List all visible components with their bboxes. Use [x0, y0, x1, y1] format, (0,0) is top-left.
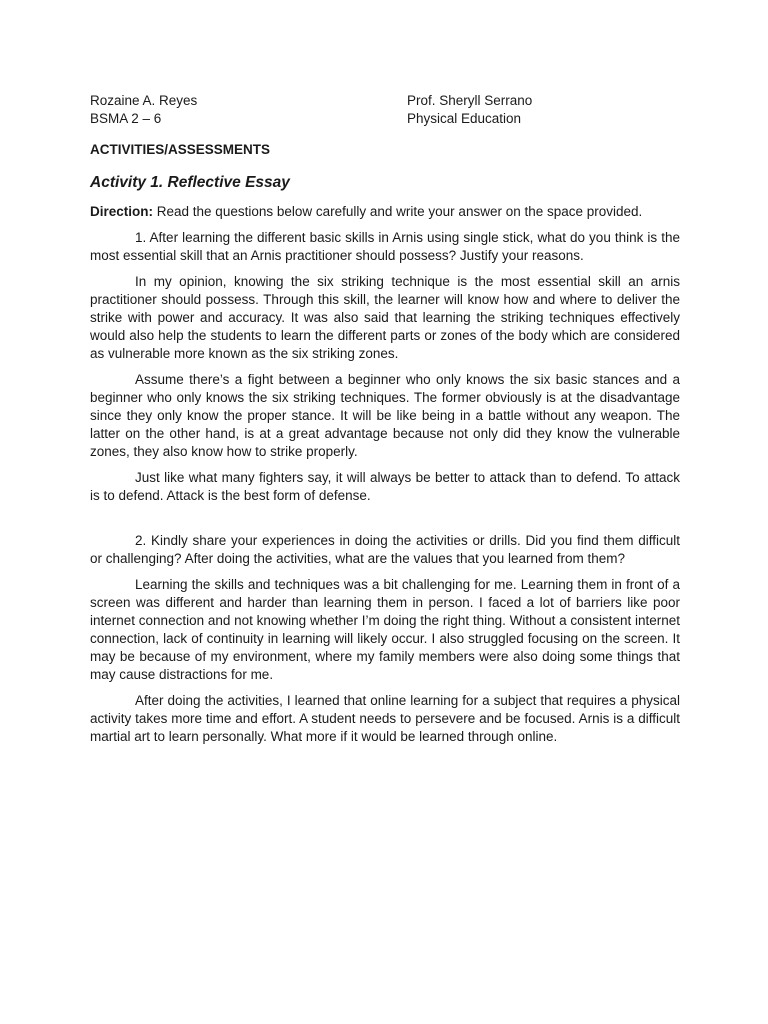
paragraph-spacer: [90, 513, 680, 532]
direction-line: [90, 203, 680, 221]
direction-label: Direction:: [90, 204, 154, 219]
student-name: Rozaine A. Reyes: [90, 93, 198, 108]
direction-text: Read the questions below carefully and write your answer on the space provided.: [153, 204, 643, 219]
question-1: 1. After learning the different basic skills in Arnis using single stick, what do you think is the most essential skill that an Arnis practitioner should possess? Justify your reasons.: [90, 230, 680, 263]
answer-2-paragraph: Learning the skills and techniques was a bit challenging for me. Learning them in front of a screen was different and harder than learning them in person. I faced a lot of barriers like poor internet connection and not knowing whether I’m doing the right thing. Without a consistent internet connection, lack of continuity in learning will likely occur. I also struggled focusing on the screen. It may be because of my environment, where my family members were also doing some things that may cause distractions for me.: [90, 577, 680, 682]
course-info: [407, 92, 532, 128]
question-2: 2. Kindly share your experiences in doing the activities or drills. Did you find them difficult or challenging? After doing the activities, what are the values that you learned from them?: [90, 533, 680, 566]
document-header: [90, 92, 680, 128]
student-info: [90, 92, 197, 128]
essay-body: [90, 203, 680, 754]
section-heading: ACTIVITIES/ASSESSMENTS: [90, 142, 271, 157]
answer-1-paragraph: In my opinion, knowing the six striking technique is the most essential skill an arnis practitioner should possess. Through this skill, the learner will know how and where to deliver the strike with power and accuracy. It was also said that learning the striking techniques effectively would also help the students to learn the different parts or zones of the body which are considered as vulnerable more known as the six striking zones.: [90, 274, 680, 361]
student-section: BSMA 2 – 6: [90, 111, 162, 126]
answer-2-paragraph: After doing the activities, I learned that online learning for a subject that requires a physical activity takes more time and effort. A student needs to persevere and be focused. Arnis is a difficult martial art to learn personally. What more if it would be learned through online.: [90, 693, 680, 744]
answer-1-paragraph: Assume there’s a fight between a beginner who only knows the six basic stances and a beginner who only knows the six striking techniques. The former obviously is at the disadvantage since they only know the proper stance. It will be like being in a battle without any weapon. The latter on the other hand, is at a great advantage because not only did they know the vulnerable zones, they also know how to strike properly.: [90, 372, 680, 459]
professor-name: Prof. Sheryll Serrano: [407, 93, 533, 108]
activity-title: Activity 1. Reflective Essay: [90, 174, 290, 191]
answer-1-paragraph: Just like what many fighters say, it will always be better to attack than to defend. To attack is to defend. Attack is the best form of defense.: [90, 470, 680, 503]
subject-name: Physical Education: [407, 111, 522, 126]
